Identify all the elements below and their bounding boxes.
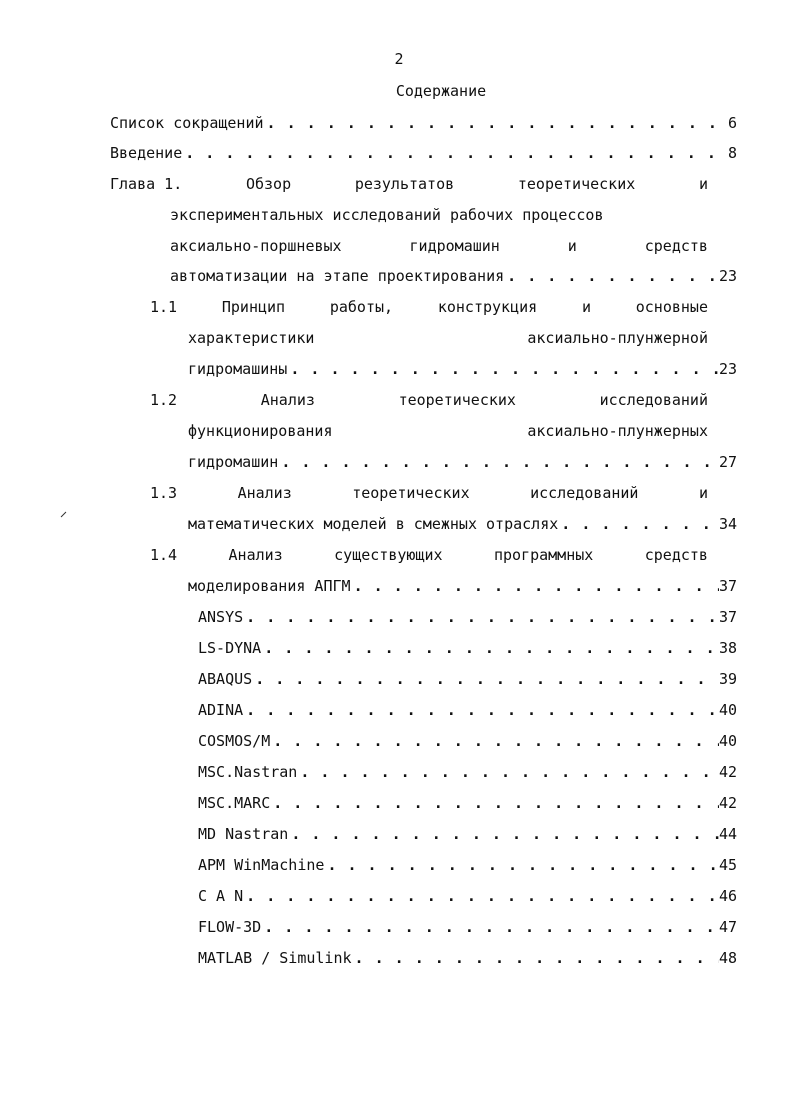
toc-entry-software[interactable] (198, 606, 737, 628)
word: 1.2 (150, 391, 178, 409)
word: основные (635, 298, 708, 316)
word: аксиально-плунжерной (527, 329, 708, 347)
toc-label: MD Nastran (198, 825, 289, 843)
toc-entry-software[interactable] (198, 916, 737, 938)
toc-chapter1-line1 (110, 173, 708, 195)
toc-entry-software[interactable] (198, 668, 737, 690)
word: функционирования (188, 422, 333, 440)
word: теоретических (352, 484, 470, 502)
toc-label: ANSYS (198, 608, 244, 626)
word: результатов (354, 175, 455, 193)
leader-dots (504, 265, 719, 287)
toc-entry-software[interactable] (198, 823, 737, 845)
leader-dots (288, 823, 719, 845)
word: конструкция (437, 298, 538, 316)
leader-dots (297, 761, 719, 783)
toc-entry-introduction[interactable] (110, 142, 737, 164)
word: исследований (599, 391, 708, 409)
toc-page: 40 (718, 701, 737, 719)
word: Анализ (237, 484, 292, 502)
word: теоретических (398, 391, 516, 409)
toc-label: автоматизации на этапе проектирования (170, 267, 505, 285)
word: существующих (334, 546, 443, 564)
toc-entry-s1-4[interactable] (188, 575, 737, 597)
leader-dots (243, 885, 719, 907)
word: и (698, 484, 708, 502)
word: аксиально-поршневых (170, 237, 342, 255)
word: и (698, 175, 708, 193)
word: 1.3 (150, 484, 178, 502)
word: программных (493, 546, 594, 564)
toc-chapter1-line3 (170, 235, 708, 257)
toc-s1-1-line1 (150, 296, 708, 318)
toc-s1-4-line1 (150, 544, 708, 566)
word: средств (644, 237, 708, 255)
word: 1.4 (150, 546, 178, 564)
toc-page: 23 (718, 267, 737, 285)
word: Принцип (221, 298, 286, 316)
toc-page: 45 (718, 856, 737, 874)
toc-page: 6 (727, 114, 737, 132)
word: 1.1 (150, 298, 178, 316)
toc-entry-s1-3[interactable] (188, 513, 737, 535)
toc-label: LS-DYNA (198, 639, 262, 657)
toc-page: 39 (718, 670, 737, 688)
page-title: Содержание (395, 82, 487, 100)
toc-entry-software[interactable] (198, 792, 737, 814)
leader-dots (352, 947, 719, 969)
toc-label: гидромашин (188, 453, 279, 471)
toc-page: 42 (718, 763, 737, 781)
toc-entry-software[interactable] (198, 854, 737, 876)
toc-label: APM WinMachine (198, 856, 325, 874)
toc-entry-software[interactable] (198, 730, 737, 752)
toc-s1-2-line2 (188, 420, 708, 442)
toc-label: ABAQUS (198, 670, 253, 688)
toc-s1-1-line2 (188, 327, 708, 349)
toc-page: 42 (718, 794, 737, 812)
leader-dots (264, 112, 728, 134)
word: и (581, 298, 591, 316)
toc-entry-software[interactable] (198, 637, 737, 659)
word: работы, (329, 298, 394, 316)
page-number: 2 (394, 50, 404, 68)
toc-page: 34 (718, 515, 737, 533)
word: средств (644, 546, 708, 564)
toc-page: 48 (718, 949, 737, 967)
word: гидромашин (409, 237, 500, 255)
leader-dots (261, 637, 719, 659)
toc-label: C A N (198, 887, 244, 905)
word: и (567, 237, 577, 255)
toc-label: Список сокращений (110, 114, 264, 132)
word: Анализ (228, 546, 283, 564)
leader-dots (182, 142, 728, 164)
toc-entry-software[interactable] (198, 947, 737, 969)
toc-label: COSMOS/M (198, 732, 271, 750)
toc-page: 23 (718, 360, 737, 378)
word: аксиально-плунжерных (527, 422, 708, 440)
leader-dots (287, 358, 719, 380)
toc-label: MSC.Nastran (198, 763, 298, 781)
toc-page: 46 (718, 887, 737, 905)
word: исследований (530, 484, 639, 502)
toc-label: Введение (110, 144, 183, 162)
toc-page: 37 (718, 608, 737, 626)
toc-label: MSC.MARC (198, 794, 271, 812)
toc-page: 44 (718, 825, 737, 843)
margin-pen-mark (61, 512, 67, 518)
toc-page: 38 (718, 639, 737, 657)
leader-dots (270, 792, 719, 814)
toc-page: 47 (718, 918, 737, 936)
leader-dots (252, 668, 719, 690)
word: Обзор (245, 175, 292, 193)
toc-entry-software[interactable] (198, 699, 737, 721)
toc-label: математических моделей в смежных отраслях (188, 515, 559, 533)
leader-dots (324, 854, 719, 876)
toc-page: 37 (718, 577, 737, 595)
leader-dots (558, 513, 719, 535)
toc-entry-abbreviations[interactable] (110, 112, 737, 134)
leader-dots (351, 575, 719, 597)
toc-entry-s1-1[interactable] (188, 358, 737, 380)
word: характеристики (188, 329, 315, 347)
toc-label: MATLAB / Simulink (198, 949, 352, 967)
toc-entry-s1-2[interactable] (188, 451, 737, 473)
toc-label: гидромашины (188, 360, 288, 378)
leader-dots (270, 730, 719, 752)
toc-page: 40 (718, 732, 737, 750)
toc-s1-3-line1 (150, 482, 708, 504)
toc-page: 27 (718, 453, 737, 471)
toc-label: ADINA (198, 701, 244, 719)
toc-entry-chapter1[interactable] (170, 265, 737, 287)
toc-s1-2-line1 (150, 389, 708, 411)
leader-dots (243, 606, 719, 628)
toc-label: моделирования АПГМ (188, 577, 351, 595)
word: Анализ (260, 391, 315, 409)
leader-dots (261, 916, 719, 938)
toc-chapter1-line2: экспериментальных исследований рабочих процессов (170, 206, 604, 224)
toc-entry-software[interactable] (198, 761, 737, 783)
toc-page: 8 (727, 144, 737, 162)
toc-label: FLOW-3D (198, 918, 262, 936)
toc-entry-software[interactable] (198, 885, 737, 907)
leader-dots (278, 451, 719, 473)
word: Глава 1. (110, 175, 183, 193)
leader-dots (243, 699, 719, 721)
word: теоретических (517, 175, 636, 193)
